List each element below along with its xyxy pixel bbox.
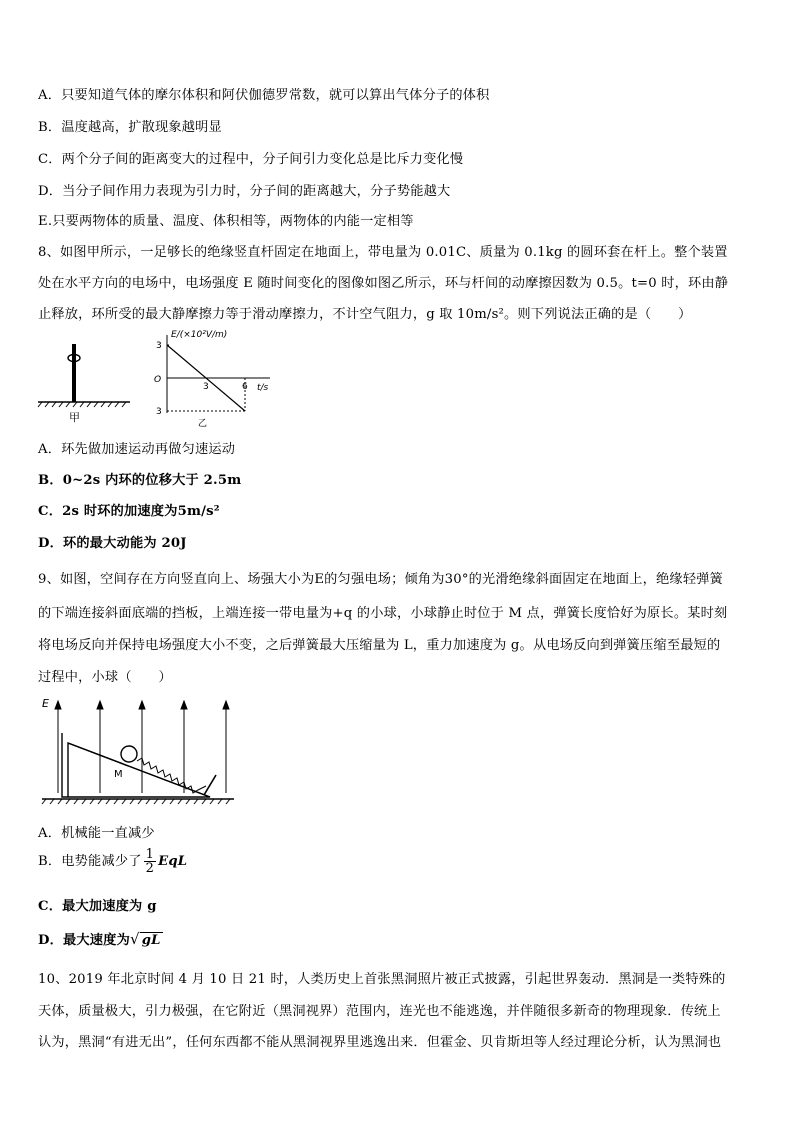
- q7-option-b: B．温度越高，扩散现象越明显: [38, 120, 222, 135]
- q9-stem-line-3: 将电场反向并保持电场强度大小不变，之后弹簧最大压缩量为 L，重力加速度为 g。从电场反向到弹簧压缩至最短的: [38, 638, 721, 653]
- q8-figure-rod: [36, 336, 136, 428]
- q8-option-b: B．0~2s 内环的位移大于 2.5m: [38, 473, 242, 488]
- q9-option-d-prefix: D．最大速度为: [38, 933, 130, 948]
- field-lines: [55, 701, 229, 793]
- figure-label-jia: 甲: [69, 411, 80, 424]
- q10-line-3: 认为，黑洞“有进无出”，任何东西都不能从黑洞视界里逃逸出来．但霍金、贝肯斯坦等人经过理论分析，认为黑洞也: [38, 1035, 722, 1050]
- q8-stem-line-3: 止释放，环所受的最大静摩擦力等于滑动摩擦力，不计空气阻力，g 取 10m/s²。则下列说法正确的是（ ）: [38, 307, 692, 322]
- q9-option-b: [38, 848, 187, 875]
- point-label-m: M: [114, 769, 123, 780]
- q9-stem-line-2: 的下端连接斜面底端的挡板，上端连接一带电量为+q 的小球，小球静止时位于 M 点，弹簧长度恰好为原长。某时刻: [38, 606, 728, 621]
- q9-stem-line-4: 过程中，小球（ ）: [38, 670, 172, 685]
- baffle: [204, 775, 216, 795]
- x-axis-label: t/s: [257, 383, 269, 393]
- q9-option-a: A．机械能一直减少: [38, 826, 155, 841]
- q9-figure-incline: [38, 693, 238, 808]
- ball: [121, 746, 137, 762]
- q8-chart: [150, 325, 285, 430]
- q8-option-c: C．2s 时环的加速度为5m/s²: [38, 504, 220, 519]
- q9-option-b-prefix: B．电势能减少了: [38, 854, 142, 869]
- spring: [137, 758, 206, 793]
- q7-option-a: A．只要知道气体的摩尔体积和阿伏伽德罗常数，就可以算出气体分子的体积: [38, 88, 490, 103]
- fraction-one-half: [144, 848, 156, 875]
- sqrt-icon: √: [129, 930, 140, 948]
- field-label-e: E: [42, 697, 49, 710]
- q10-line-2: 天体，质量极大，引力极强，在它附近（黑洞视界）范围内，连光也不能逃逸，并伴随很多新奇的物理现象．传统上: [38, 1004, 721, 1019]
- x-tick-3: 3: [203, 382, 209, 392]
- q9-option-b-suffix: EqL: [158, 854, 188, 869]
- y-axis-label: E/(×10²V/m): [171, 330, 228, 340]
- fraction-numerator: 1: [145, 847, 155, 862]
- y-tick-top: 3: [156, 341, 162, 351]
- origin-label: O: [154, 375, 162, 385]
- q8-option-a: A．环先做加速运动再做匀速运动: [38, 442, 236, 457]
- fraction-denominator: 2: [145, 861, 155, 876]
- q8-stem-line-1: 8、如图甲所示，一足够长的绝缘竖直杆固定在地面上，带电量为 0.01C、质量为 0.1kg 的圆环套在杆上。整个装置: [38, 245, 728, 260]
- q7-option-e: E.只要两物体的质量、温度、体积相等，两物体的内能一定相等: [38, 214, 414, 229]
- q9-stem-line-1: 9、如图，空间存在方向竖直向上、场强大小为E的匀强电场；倾角为30°的光滑绝缘斜面固定在地面上，绝缘轻弹簧: [38, 572, 723, 587]
- y-tick-bottom: 3: [156, 407, 162, 417]
- q7-option-c: C．两个分子间的距离变大的过程中，分子间引力变化总是比斥力变化慢: [38, 152, 464, 167]
- q10-line-1: 10、2019 年北京时间 4 月 10 日 21 时，人类历史上首张黑洞照片被正式披露，引起世界轰动．黑洞是一类特殊的: [38, 972, 726, 987]
- sqrt-radicand: gL: [141, 933, 161, 948]
- q9-option-d: [38, 929, 163, 948]
- x-tick-6: 6: [242, 382, 248, 392]
- incline-surface: [68, 743, 210, 797]
- figure-label-yi: 乙: [198, 419, 208, 429]
- q8-option-d: D．环的最大动能为 20J: [38, 536, 187, 551]
- q9-option-c: C．最大加速度为 g: [38, 899, 157, 914]
- ground-hatching: [38, 402, 126, 407]
- ground-hatching: [42, 799, 230, 804]
- q7-option-d: D．当分子间作用力表现为引力时，分子间的距离越大，分子势能越大: [38, 184, 451, 199]
- q8-stem-line-2: 处在水平方向的电场中，电场强度 E 随时间变化的图像如图乙所示，环与杆间的动摩擦因数为 0.5。t=0 时，环由静: [38, 276, 729, 291]
